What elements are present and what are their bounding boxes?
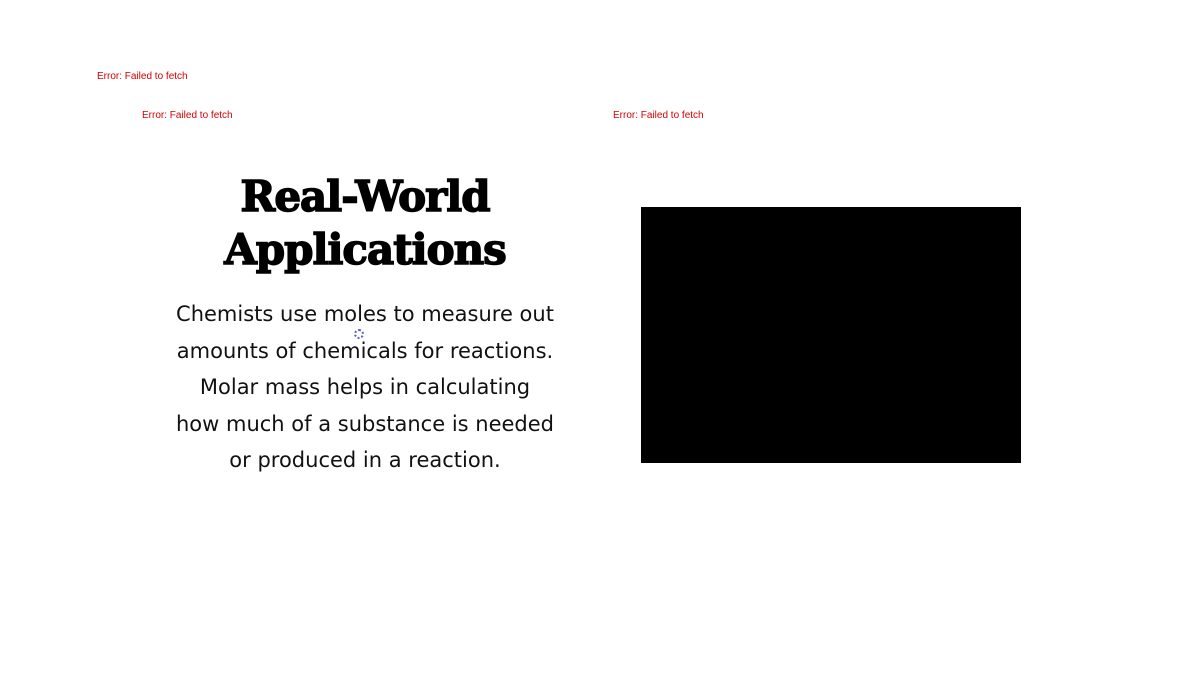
error-message: Error: Failed to fetch <box>142 110 233 121</box>
slide-title: Real-World Applications <box>224 172 506 274</box>
loading-spinner-icon <box>354 329 364 339</box>
media-placeholder <box>641 207 1021 463</box>
error-message: Error: Failed to fetch <box>97 71 188 82</box>
error-message: Error: Failed to fetch <box>613 110 704 121</box>
slide-body-text: Chemists use moles to measure out amounts of chemicals for reactions. Molar mass helps in calculating how much of a substance is needed or produced in a reaction. <box>175 302 555 472</box>
